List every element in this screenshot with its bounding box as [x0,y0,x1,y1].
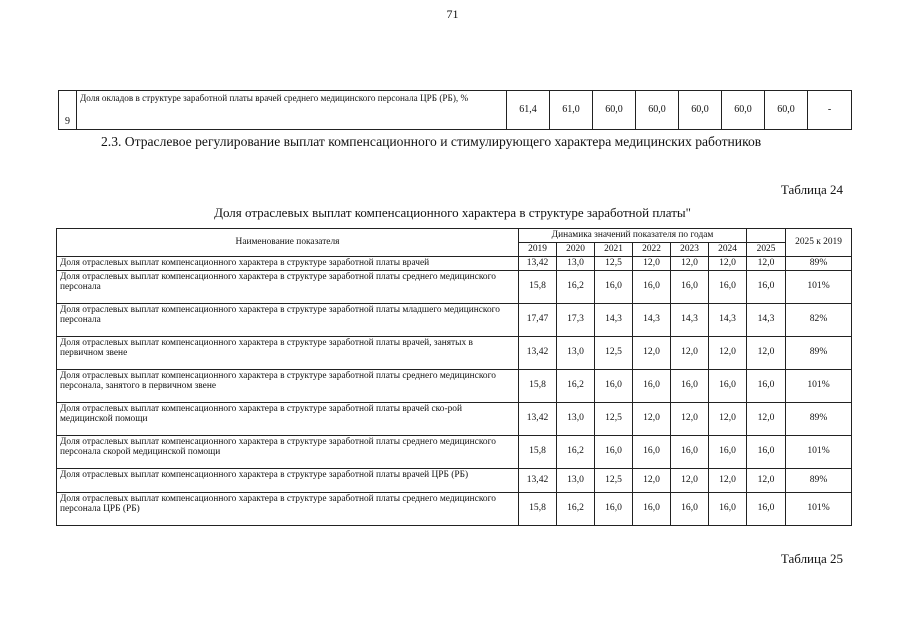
indicator-name: Доля отраслевых выплат компенсационного характера в структуре заработной платы врачей [57,257,519,271]
indicator-name: Доля отраслевых выплат компенсационного характера в структуре заработной платы среднего медицинского персонала [57,270,519,303]
value-cell: 15,8 [519,270,557,303]
value-cell: 61,4 [507,91,550,130]
value-cell: 16,0 [709,369,747,402]
value-cell: 12,0 [671,336,709,369]
value-cell: 12,5 [595,468,633,492]
value-cell: 16,0 [595,369,633,402]
value-cell: 16,0 [671,369,709,402]
value-cell: 12,0 [709,402,747,435]
header-row [57,229,852,243]
compensation-share-table [56,228,852,526]
year-header: 2022 [633,243,671,257]
value-cell: 12,0 [633,336,671,369]
row-number: 9 [59,91,77,130]
value-cell: 16,0 [709,270,747,303]
ratio-cell: 101% [786,492,852,525]
value-cell: 60,0 [765,91,808,130]
indicator-name: Доля отраслевых выплат компенсационного характера в структуре заработной платы врачей ЦРБ (РБ) [57,468,519,492]
year-header: 2021 [595,243,633,257]
value-cell: 16,2 [557,369,595,402]
value-cell: 16,2 [557,492,595,525]
value-cell: 16,0 [709,492,747,525]
ratio-cell: 101% [786,435,852,468]
value-cell: 14,3 [709,303,747,336]
indicator-name: Доля отраслевых выплат компенсационного характера в структуре заработной платы врачей ско-рой медицинской помощи [57,402,519,435]
value-cell: 16,0 [709,435,747,468]
value-cell: 15,8 [519,435,557,468]
ratio-cell: 82% [786,303,852,336]
value-cell: - [808,91,852,130]
table-row [57,257,852,271]
value-cell: 12,0 [633,257,671,271]
table-row [57,402,852,435]
value-cell: 12,5 [595,257,633,271]
header-dynamics: Динамика значений показателя по годам [519,229,747,243]
value-cell: 13,42 [519,257,557,271]
table-row [57,369,852,402]
value-cell: 16,2 [557,270,595,303]
indicator-name: Доля отраслевых выплат компенсационного характера в структуре заработной платы среднего медицинского персонала скорой медицинской помощи [57,435,519,468]
value-cell: 60,0 [722,91,765,130]
value-cell: 60,0 [636,91,679,130]
value-cell: 16,0 [671,492,709,525]
value-cell: 12,0 [709,257,747,271]
value-cell: 13,42 [519,402,557,435]
ratio-cell: 89% [786,336,852,369]
header-blank-cell [747,229,786,243]
value-cell: 16,0 [747,435,786,468]
value-cell: 60,0 [679,91,722,130]
continued-table [58,90,852,130]
table-row [59,91,852,130]
value-cell: 60,0 [593,91,636,130]
value-cell: 15,8 [519,369,557,402]
indicator-name: Доля отраслевых выплат компенсационного характера в структуре заработной платы среднего медицинского персонала, занятого в первичном звене [57,369,519,402]
value-cell: 13,42 [519,468,557,492]
value-cell: 13,0 [557,257,595,271]
year-header: 2025 [747,243,786,257]
value-cell: 16,0 [747,492,786,525]
value-cell: 12,0 [709,336,747,369]
value-cell: 17,3 [557,303,595,336]
page-number: 71 [446,7,459,21]
value-cell: 16,0 [633,492,671,525]
indicator-name: Доля окладов в структуре заработной платы врачей среднего медицинского персонала ЦРБ (РБ), % [77,91,507,130]
value-cell: 16,0 [633,369,671,402]
value-cell: 14,3 [595,303,633,336]
table-row [57,270,852,303]
value-cell: 12,0 [747,402,786,435]
value-cell: 16,0 [671,435,709,468]
section-heading: 2.3. Отраслевое регулирование выплат компенсационного и стимулирующего характера медицинских работников [101,134,762,149]
table-row [57,468,852,492]
ratio-cell: 89% [786,468,852,492]
value-cell: 12,0 [747,257,786,271]
ratio-cell: 89% [786,257,852,271]
value-cell: 16,0 [633,435,671,468]
value-cell: 13,0 [557,336,595,369]
value-cell: 16,0 [747,369,786,402]
value-cell: 12,0 [633,402,671,435]
year-header: 2024 [709,243,747,257]
header-indicator-name: Наименование показателя [57,229,519,257]
indicator-name: Доля отраслевых выплат компенсационного характера в структуре заработной платы среднего медицинского персонала ЦРБ (РБ) [57,492,519,525]
value-cell: 16,0 [671,270,709,303]
value-cell: 12,0 [747,468,786,492]
ratio-cell: 89% [786,402,852,435]
next-table-label: Таблица 25 [780,551,843,566]
value-cell: 17,47 [519,303,557,336]
header-compare: 2025 к 2019 [786,229,852,257]
value-cell: 13,0 [557,468,595,492]
value-cell: 12,5 [595,336,633,369]
table-title: Доля отраслевых выплат компенсационного характера в структуре заработной платы" [214,205,691,220]
indicator-name: Доля отраслевых выплат компенсационного характера в структуре заработной платы младшего медицинского персонала [57,303,519,336]
table-row [57,435,852,468]
value-cell: 61,0 [550,91,593,130]
table-row [57,303,852,336]
value-cell: 12,0 [633,468,671,492]
value-cell: 12,0 [671,468,709,492]
value-cell: 12,0 [671,257,709,271]
value-cell: 12,0 [709,468,747,492]
value-cell: 16,0 [633,270,671,303]
value-cell: 12,0 [671,402,709,435]
table-row [57,492,852,525]
ratio-cell: 101% [786,270,852,303]
year-header: 2020 [557,243,595,257]
value-cell: 14,3 [747,303,786,336]
value-cell: 14,3 [671,303,709,336]
value-cell: 16,0 [595,435,633,468]
value-cell: 16,0 [595,492,633,525]
value-cell: 13,0 [557,402,595,435]
year-header: 2019 [519,243,557,257]
indicator-name: Доля отраслевых выплат компенсационного характера в структуре заработной платы врачей, занятых в первичном звене [57,336,519,369]
value-cell: 14,3 [633,303,671,336]
value-cell: 15,8 [519,492,557,525]
table-row [57,336,852,369]
value-cell: 13,42 [519,336,557,369]
table-label: Таблица 24 [780,182,843,197]
value-cell: 12,5 [595,402,633,435]
value-cell: 12,0 [747,336,786,369]
year-header: 2023 [671,243,709,257]
value-cell: 16,0 [747,270,786,303]
value-cell: 16,0 [595,270,633,303]
value-cell: 16,2 [557,435,595,468]
ratio-cell: 101% [786,369,852,402]
